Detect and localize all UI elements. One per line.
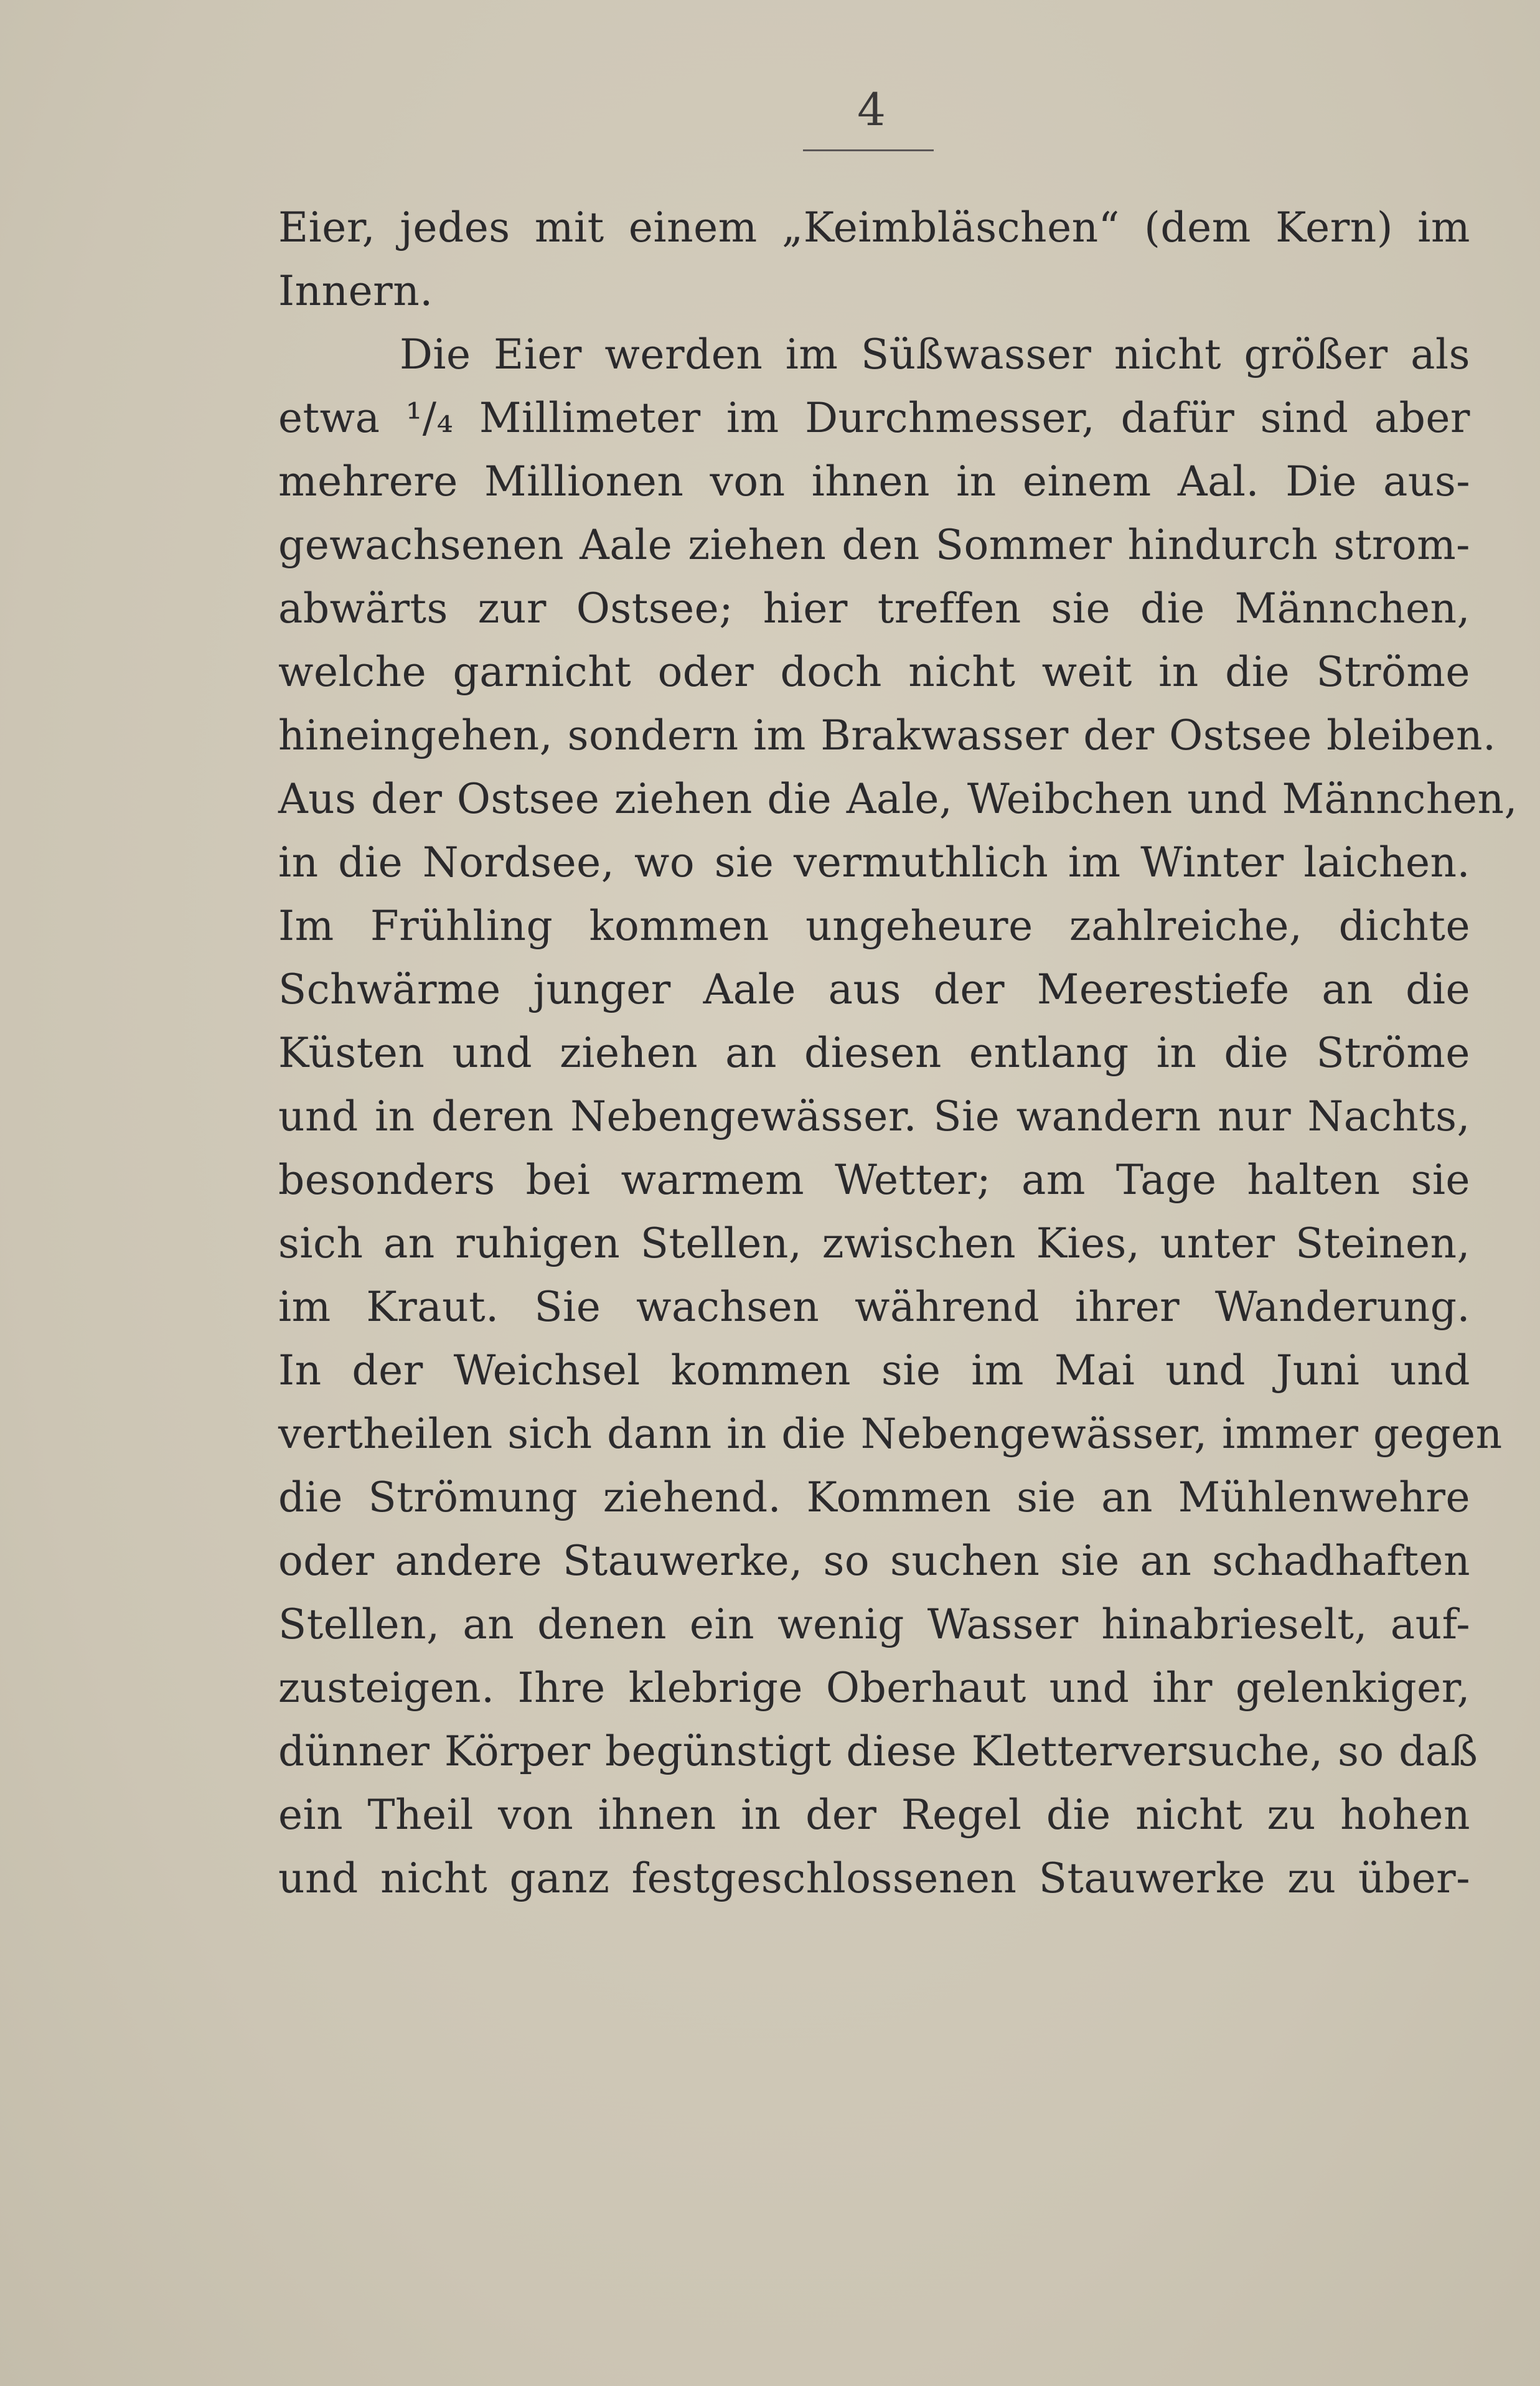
- page-number-rule: [803, 149, 934, 151]
- text-line: und in deren Nebengewässer. Sie wandern nur Nachts,: [278, 1092, 1470, 1140]
- text-line: Eier, jedes mit einem „Keimbläschen“ (dem Kern) im: [278, 204, 1470, 251]
- text-line: die Strömung ziehend. Kommen sie an Mühlenwehre: [278, 1473, 1470, 1521]
- text-line: zusteigen. Ihre klebrige Oberhaut und ihr gelenkiger,: [278, 1664, 1470, 1712]
- text-line: In der Weichsel kommen sie im Mai und Juni und: [278, 1346, 1470, 1394]
- text-line: gewachsenen Aale ziehen den Sommer hindurch strom-: [278, 521, 1470, 569]
- text-line: etwa ¹/₄ Millimeter im Durchmesser, dafür sind aber: [278, 394, 1470, 442]
- text-line: sich an ruhigen Stellen, zwischen Kies, unter Steinen,: [278, 1219, 1470, 1267]
- text-line: Aus der Ostsee ziehen die Aale, Weibchen und Männchen,: [278, 775, 1518, 823]
- text-line: Im Frühling kommen ungeheure zahlreiche, dichte: [278, 902, 1470, 950]
- text-line: Innern.: [278, 267, 433, 315]
- text-line: Küsten und ziehen an diesen entlang in die Ströme: [278, 1029, 1470, 1077]
- text-line: Die Eier werden im Süßwasser nicht größer als: [400, 331, 1470, 378]
- text-line: Schwärme junger Aale aus der Meerestiefe an die: [278, 965, 1470, 1013]
- text-line: und nicht ganz festgeschlossenen Stauwerke zu über-: [278, 1854, 1470, 1902]
- text-line: welche garnicht oder doch nicht weit in die Ströme: [278, 648, 1470, 696]
- text-line: hineingehen, sondern im Brakwasser der Ostsee bleiben.: [278, 712, 1496, 759]
- text-line: dünner Körper begünstigt diese Kletterversuche, so daß: [278, 1727, 1478, 1775]
- text-line: im Kraut. Sie wachsen während ihrer Wanderung.: [278, 1283, 1470, 1331]
- text-line: oder andere Stauwerke, so suchen sie an schadhaften: [278, 1537, 1470, 1585]
- text-line: in die Nordsee, wo sie vermuthlich im Winter laichen.: [278, 838, 1470, 886]
- text-line: vertheilen sich dann in die Nebengewässer, immer gegen: [278, 1410, 1503, 1458]
- text-line: mehrere Millionen von ihnen in einem Aal. Die aus-: [278, 458, 1470, 505]
- text-line: ein Theil von ihnen in der Regel die nicht zu hohen: [278, 1791, 1470, 1839]
- text-line: Stellen, an denen ein wenig Wasser hinabrieselt, auf-: [278, 1600, 1470, 1648]
- body-text: [278, 196, 1518, 1910]
- text-line: besonders bei warmem Wetter; am Tage halten sie: [278, 1156, 1470, 1204]
- text-line: abwärts zur Ostsee; hier treffen sie die Männchen,: [278, 585, 1470, 632]
- page-number: 4: [857, 83, 886, 136]
